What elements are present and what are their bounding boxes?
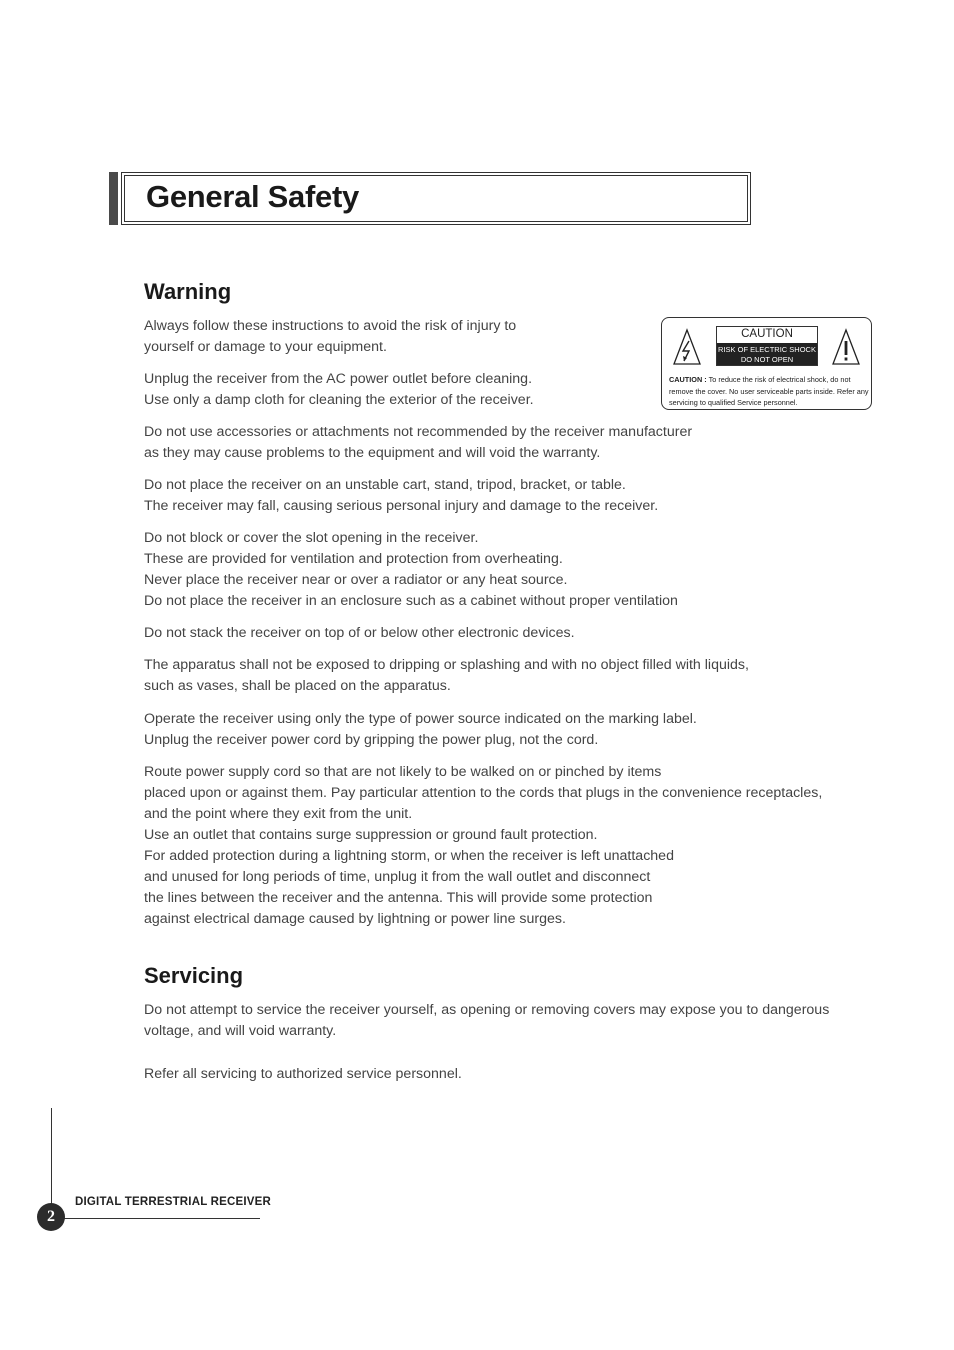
servicing-heading: Servicing	[144, 963, 244, 988]
caution-label	[661, 317, 872, 410]
footer-title: DIGITAL TERRESTRIAL RECEIVER	[75, 1196, 272, 1208]
servicing-paragraph-1: Do not attempt to service the receiver yourself, as opening or removing covers may expose you to dangerous voltage, and will void warranty.	[144, 1002, 830, 1039]
page-number: 2	[37, 1203, 65, 1231]
caution-header-box	[716, 326, 818, 366]
lightning-bolt-triangle-icon	[672, 328, 702, 366]
footer-vertical-rule	[51, 1108, 52, 1215]
warning-paragraph-8: Operate the receiver using only the type of power source indicated on the marking label. Unplug the receiver power cord by gripping the power plug, not the cord.	[144, 711, 697, 748]
warning-paragraph-9: Route power supply cord so that are not likely to be walked on or pinched by items placed upon or against them. Pay particular attention to the cords that plugs in the convenience receptacles, and the point where they exit from the unit. Use an outlet that contains surge suppression or ground fault protection. For added protection during a lightning storm, or when the receiver is left unattached and unused for long periods of time, unplug it from the wall outlet and disconnect the lines between the receiver and the antenna. This will provide some protection against electrical damage caused by lightning or power line surges.	[144, 764, 823, 927]
page-title: General Safety	[146, 179, 359, 214]
caution-note-prefix: CAUTION :	[669, 375, 707, 384]
caution-note-text: To reduce the risk of electrical shock, do not remove the cover. No user serviceable parts inside. Refer any servicing to qualified Service personnel.	[669, 375, 869, 407]
warning-paragraph-5: Do not block or cover the slot opening in the receiver. These are provided for ventilation and protection from overheating. Never place the receiver near or over a radiator or any heat source. Do not place the receiver in an enclosure such as a cabinet without proper ventilation	[144, 530, 678, 609]
title-accent-bar	[109, 172, 118, 225]
exclamation-triangle-icon	[831, 328, 861, 366]
servicing-paragraph-2: Refer all servicing to authorized service personnel.	[144, 1066, 462, 1082]
caution-subtitle: RISK OF ELECTRIC SHOCK DO NOT OPEN	[718, 345, 816, 364]
title-box	[121, 172, 751, 225]
warning-paragraph-3: Do not use accessories or attachments not recommended by the receiver manufacturer as they may cause problems to the equipment and will void the warranty.	[144, 424, 693, 461]
caution-title: CAUTION	[741, 328, 793, 340]
warning-heading: Warning	[144, 279, 232, 304]
warning-paragraph-4: Do not place the receiver on an unstable cart, stand, tripod, bracket, or table. The receiver may fall, causing serious personal injury and damage to the receiver.	[144, 477, 659, 514]
warning-paragraph-6: Do not stack the receiver on top of or below other electronic devices.	[144, 625, 575, 641]
warning-paragraph-1: Always follow these instructions to avoid the risk of injury to yourself or damage to your equipment.	[144, 318, 517, 355]
footer-horizontal-rule	[60, 1218, 260, 1219]
caution-note	[669, 374, 869, 409]
warning-paragraph-7: The apparatus shall not be exposed to dripping or splashing and with no object filled with liquids, such as vases, shall be placed on the apparatus.	[144, 657, 749, 694]
warning-paragraph-2: Unplug the receiver from the AC power outlet before cleaning. Use only a damp cloth for cleaning the exterior of the receiver.	[144, 371, 534, 408]
